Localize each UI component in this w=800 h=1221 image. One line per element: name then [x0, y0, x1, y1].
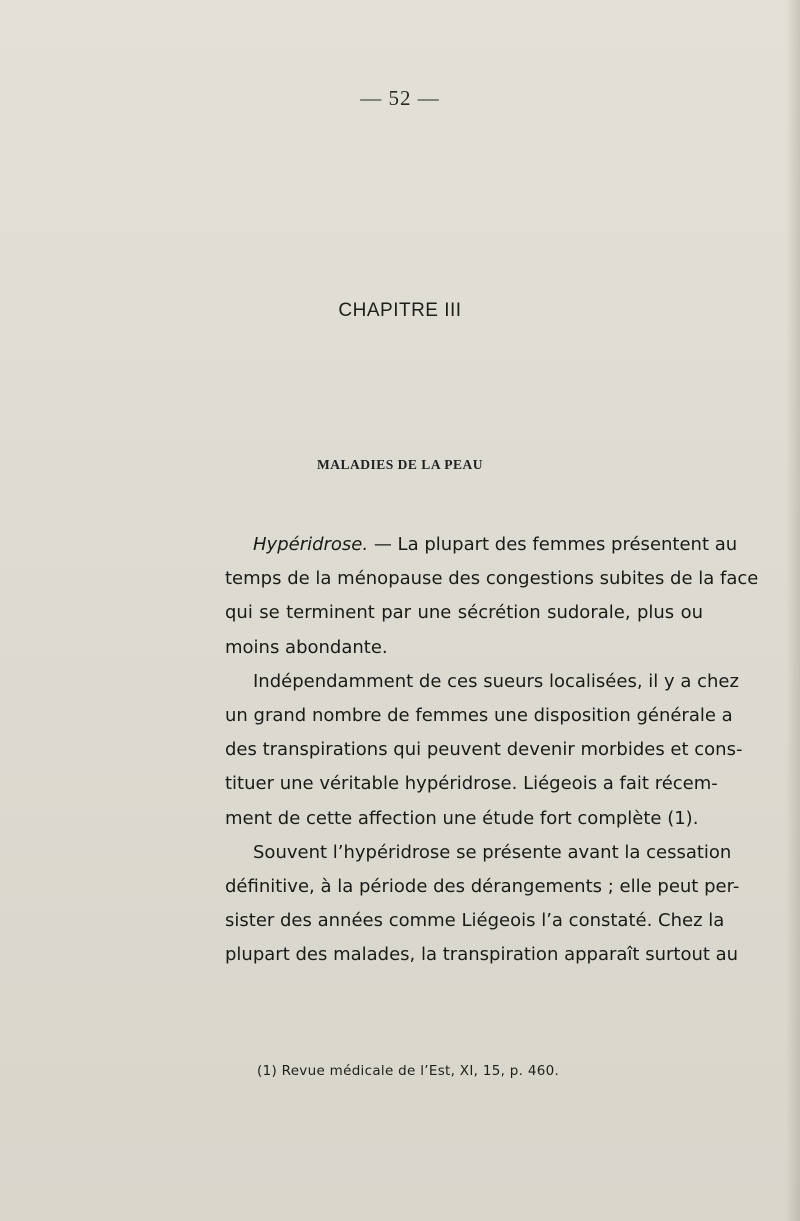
body-line: qui se terminent par une sécrétion sudorale, plus ou: [225, 602, 703, 624]
body-line: [225, 528, 738, 562]
footnote: (1) Revue médicale de l’Est, XI, 15, p. 460.: [257, 1063, 560, 1079]
body-line: sister des années comme Liégeois l’a constaté. Chez la: [225, 910, 725, 932]
body-line: des transpirations qui peuvent devenir morbides et cons-: [225, 739, 743, 761]
body-line: Indépendamment de ces sueurs localisées, il y a chez: [253, 670, 739, 692]
body-line: moins abondante.: [225, 636, 388, 658]
chapter-title: CHAPITRE III: [338, 300, 462, 321]
page-number: — 52 —: [360, 86, 440, 110]
body-line: plupart des malades, la transpiration apparaît surtout au: [225, 944, 739, 966]
section-title: MALADIES DE LA PEAU: [317, 457, 483, 472]
body-line: définitive, à la période des dérangements ; elle peut per-: [225, 875, 740, 897]
body-line: temps de la ménopause des congestions subites de la face: [225, 568, 759, 590]
body-line: ment de cette affection une étude fort complète (1).: [225, 807, 699, 829]
body-paragraphs: [225, 528, 759, 972]
body-line-text: — La plupart des femmes présentent au: [368, 534, 738, 555]
body-line: Souvent l’hypéridrose se présente avant la cessation: [253, 841, 732, 863]
body-line: un grand nombre de femmes une disposition générale a: [225, 704, 733, 726]
page-edge-shadow: [786, 0, 800, 1221]
paragraph-lead-term: Hypéridrose.: [253, 534, 369, 555]
body-line: tituer une véritable hypéridrose. Liégeois a fait récem-: [225, 773, 718, 795]
